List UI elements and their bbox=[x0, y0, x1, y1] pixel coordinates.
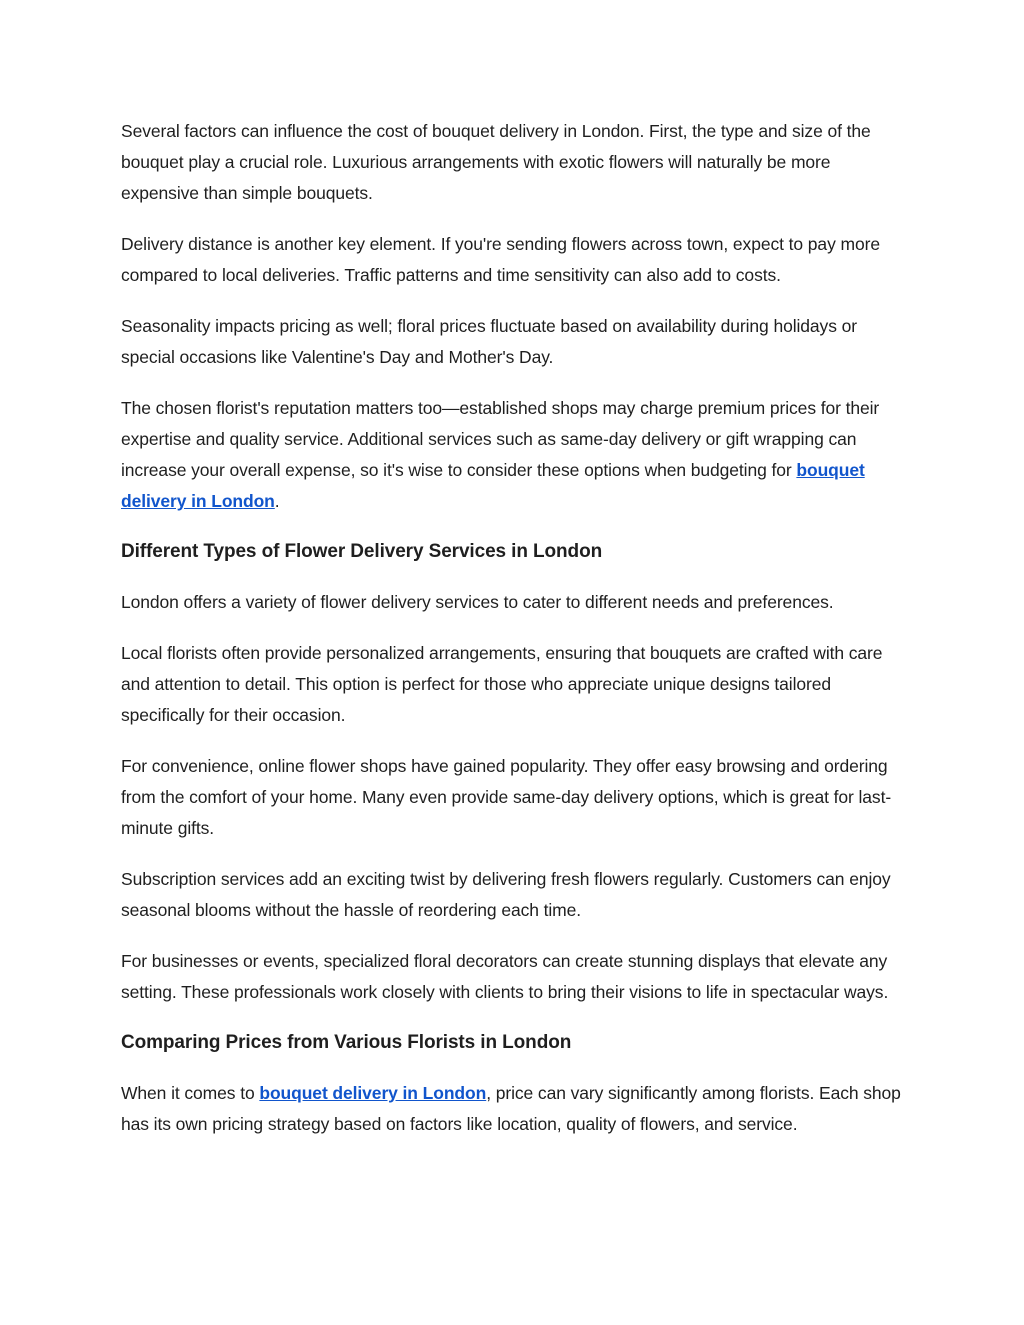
section-heading-delivery-types: Different Types of Flower Delivery Services in London bbox=[121, 541, 603, 562]
paragraph-seasonality: Seasonality impacts pricing as well; floral prices fluctuate based on availability during holidays or special occasions like Valentine's Day and Mother's Day. bbox=[121, 316, 857, 367]
paragraph-local-florists: Local florists often provide personalized arrangements, ensuring that bouquets are crafted with care and attention to detail. This option is perfect for those who appreciate unique designs tailored specifically for their occasion. bbox=[121, 643, 883, 725]
bouquet-delivery-link[interactable]: bouquet delivery in London bbox=[259, 1083, 487, 1103]
paragraph-text: When it comes to bbox=[121, 1083, 260, 1103]
bouquet-delivery-link[interactable]: bouquet delivery in London bbox=[121, 460, 865, 511]
document-body bbox=[121, 116, 901, 1160]
paragraph-subscription: Subscription services add an exciting twist by delivering fresh flowers regularly. Customers can enjoy seasonal blooms without the hassle of reordering each time. bbox=[121, 869, 891, 920]
paragraph-price-comparison bbox=[121, 1078, 901, 1140]
paragraph-text: , price can vary significantly among florists. Each shop has its own pricing strategy based on factors like location, quality of flowers, and service. bbox=[121, 1083, 901, 1134]
section-heading-comparing-prices: Comparing Prices from Various Florists in London bbox=[121, 1032, 572, 1053]
paragraph-florist-reputation bbox=[121, 393, 901, 517]
paragraph-cost-factors: Several factors can influence the cost of bouquet delivery in London. First, the type and size of the bouquet play a crucial role. Luxurious arrangements with exotic flowers will naturally be more expensive than simple bouquets. bbox=[121, 121, 871, 203]
paragraph-online-shops: For convenience, online flower shops have gained popularity. They offer easy browsing and ordering from the comfort of your home. Many even provide same-day delivery options, which is great for last-minute gifts. bbox=[121, 756, 892, 838]
paragraph-text: The chosen florist's reputation matters too—established shops may charge premium prices for their expertise and quality service. Additional services such as same-day delivery or gift wrapping can increase your overall expense, so it's wise to consider these options when budgeting for bbox=[121, 398, 880, 480]
paragraph-text: . bbox=[274, 491, 280, 511]
paragraph-london-offers: London offers a variety of flower delivery services to cater to different needs and preferences. bbox=[121, 592, 834, 612]
paragraph-businesses-events: For businesses or events, specialized floral decorators can create stunning displays that elevate any setting. These professionals work closely with clients to bring their visions to life in spectacular ways. bbox=[121, 951, 889, 1002]
paragraph-delivery-distance: Delivery distance is another key element. If you're sending flowers across town, expect to pay more compared to local deliveries. Traffic patterns and time sensitivity can also add to costs. bbox=[121, 234, 880, 285]
